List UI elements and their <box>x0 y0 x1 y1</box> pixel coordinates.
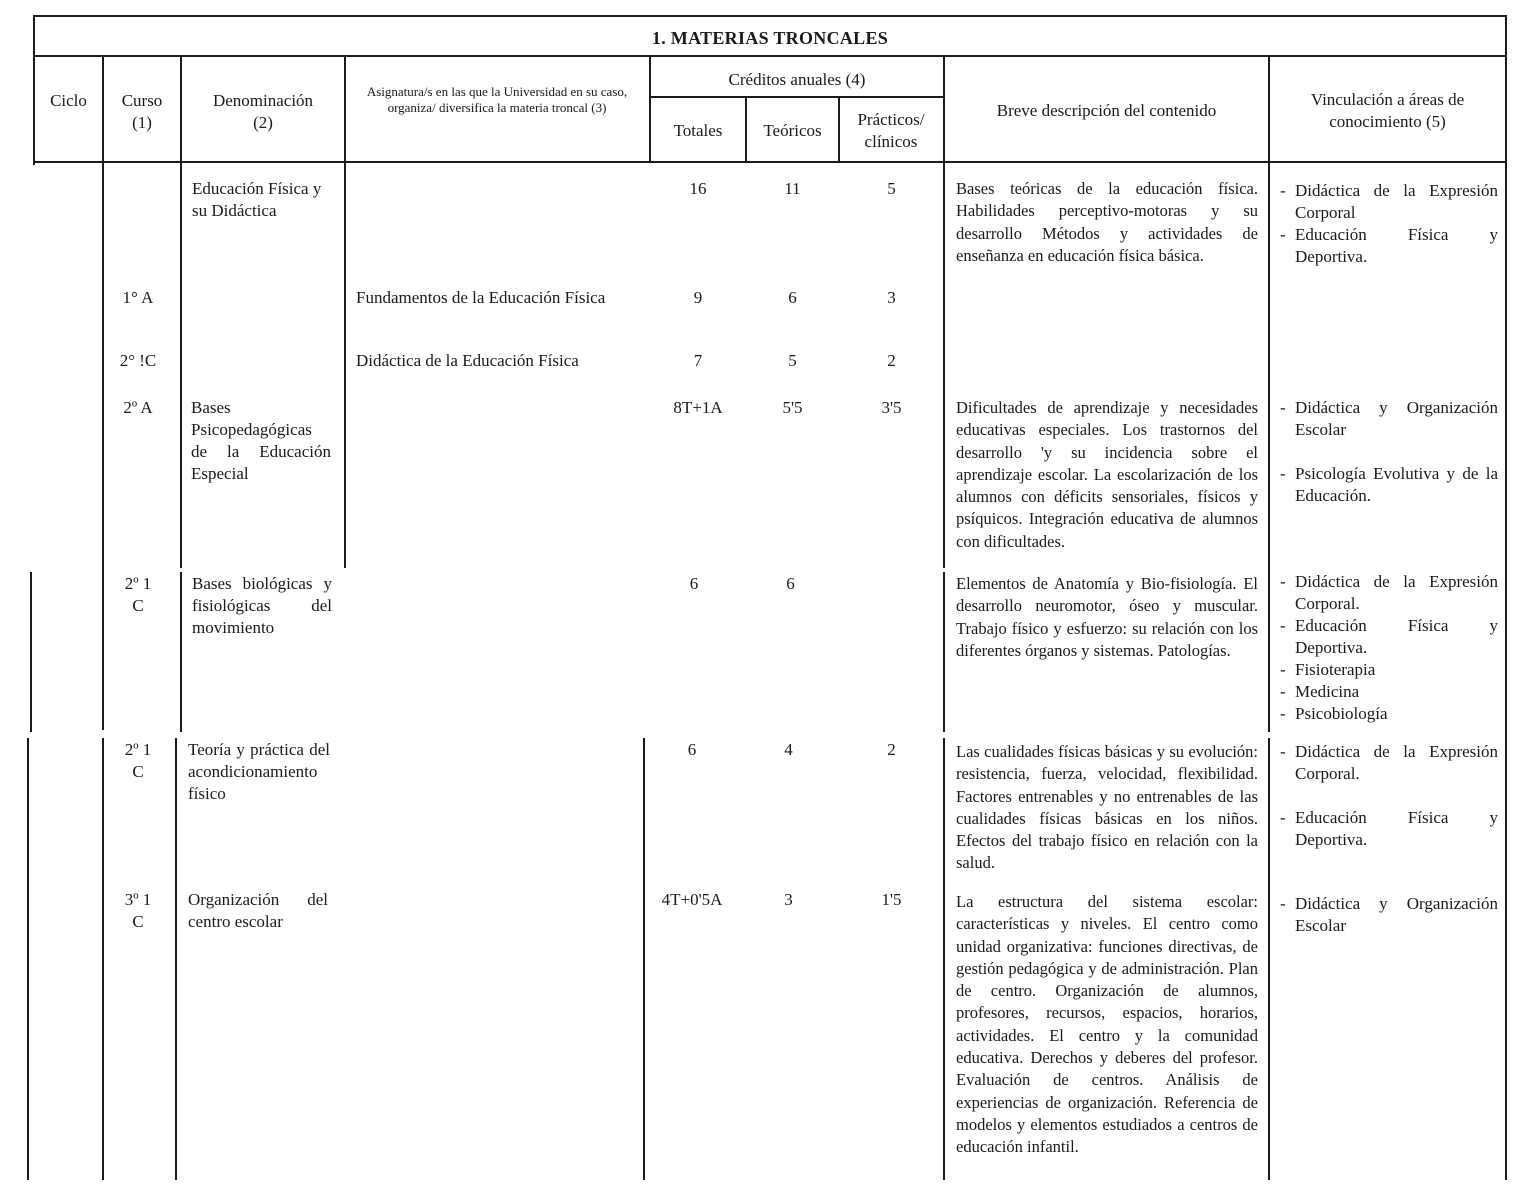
header-vinculacion: Vinculación a áreas de conocimiento (5) <box>1310 90 1465 131</box>
col-sep-teoricos <box>838 96 840 163</box>
row-2-asignatura: Didáctica de la Educación Física <box>356 351 579 370</box>
header-asignaturas: Asignatura/s en las que la Universidad en su caso, organiza/ diversifica la materia troncal (3) <box>366 84 628 115</box>
body-line-ciclo <box>102 163 104 730</box>
row-3-practicos: 3'5 <box>881 398 902 417</box>
row-5-denominacion: Teoría y práctica del acondicionamiento físico <box>188 740 330 803</box>
body-line-left-lower <box>27 738 29 1180</box>
area-item: - Didáctica y Organización Escolar <box>1280 397 1498 441</box>
area-item: - Educación Física y Deportiva. <box>1280 807 1498 851</box>
frame-top-border <box>33 15 1507 17</box>
row-5-curso: 2º 1 C <box>124 740 152 781</box>
body-line-curso-lower <box>102 738 104 1180</box>
row-0-denominacion: Educación Física y su Didáctica <box>192 179 322 220</box>
row-6-descripcion: La estructura del sistema escolar: características y niveles. El centro como unidad organizativa: funciones directivas, de gestión pedagógica y de administración. Plan de centro. Organización de alumnos, profesores, recursos, espacios, horarios, actividades. El centro y la comunidad educativa. Derechos y deberes del profesor. Evaluación de centros. Análisis de experiencias de organización. Referencia de modelos y elementos estudiados a centros de educación infantil. <box>956 892 1258 1157</box>
body-line-asignatura <box>344 163 346 568</box>
row-0-practicos: 5 <box>887 179 896 198</box>
header-teoricos: Teóricos <box>763 121 822 140</box>
row-6-teoricos: 3 <box>784 890 793 909</box>
header-totales: Totales <box>673 121 723 140</box>
row-5-teoricos: 4 <box>784 740 793 759</box>
row-6-curso: 3º 1 C <box>124 890 152 931</box>
header-denominacion-label: Denominación <box>212 91 314 110</box>
row-6-denominacion: Organización del centro escolar <box>188 890 328 931</box>
row-2-practicos: 2 <box>887 351 896 370</box>
area-item: - Didáctica de la Expresión Corporal <box>1280 180 1498 224</box>
area-item: - Psicobiología <box>1280 703 1498 725</box>
row-4-totales: 6 <box>689 574 699 593</box>
header-curso-note: (1) <box>132 113 152 132</box>
row-3-descripcion: Dificultades de aprendizaje y necesidades educativas especiales. Los trastornos del desarrollo 'y su incidencia sobre el aprendizaje escolar. La escolarización de los alumnos con déficits sensoriales, físicos y psíquicos. Integración educativa de alumnos con dificultades. <box>956 398 1258 551</box>
row-4-denominacion: Bases biológicas y fisiológicas del movimiento <box>192 574 332 637</box>
row-5-descripcion: Las cualidades físicas básicas y su evolución: resistencia, fuerza, velocidad, flexibilidad. Factores entrenables y no entrenables de las cualidades físicas básicas en los niños. Efectos del trabajo físico en relación con la salud. <box>956 742 1258 873</box>
row-3-teoricos: 5'5 <box>782 398 803 417</box>
row-6-practicos: 1'5 <box>881 890 902 909</box>
row-3-totales: 8T+1A <box>673 398 723 417</box>
row-2-totales: 7 <box>693 351 703 370</box>
row-1-totales: 9 <box>693 288 703 307</box>
row-6-totales: 4T+0'5A <box>661 890 723 909</box>
row-1-curso: 1° A <box>122 288 154 307</box>
table-title: 1. MATERIAS TRONCALES <box>651 28 889 48</box>
body-line-curso <box>180 163 182 568</box>
row-0-descripcion: Bases teóricas de la educación física. Habilidades perceptivo-motoras y su desarrollo Métodos y actividades de enseñanza en educación física básica. <box>956 179 1258 265</box>
body-line-creditos-2 <box>943 572 945 732</box>
row-0-totales: 16 <box>689 179 707 198</box>
area-item: - Psicología Evolutiva y de la Educación. <box>1280 463 1498 507</box>
header-denominacion <box>182 90 344 134</box>
row-6-areas <box>1280 893 1498 937</box>
header-practicos: Prácticos/ clínicos <box>857 110 925 151</box>
row-3-curso: 2º A <box>123 398 153 417</box>
area-item: - Educación Física y Deportiva. <box>1280 615 1498 659</box>
body-line-creditos-lower <box>943 738 945 1180</box>
body-line-denominacion-lower <box>175 738 177 1180</box>
title-bottom-border <box>33 55 1507 57</box>
row-1-asignatura: Fundamentos de la Educación Física <box>356 288 606 307</box>
row-2-teoricos: 5 <box>788 351 797 370</box>
row-0-teoricos: 11 <box>784 179 801 198</box>
body-line-descripcion <box>1268 163 1270 732</box>
area-item: - Didáctica de la Expresión Corporal. <box>1280 741 1498 785</box>
row-1-teoricos: 6 <box>788 288 797 307</box>
row-4-descripcion: Elementos de Anatomía y Bio-fisiología. El desarrollo neuromotor, óseo y muscular. Trabajo físico y esfuerzo: su relación con los diferentes órganos y sistemas. Patologías. <box>956 574 1258 660</box>
row-3-areas <box>1280 397 1498 507</box>
row-0-areas <box>1280 180 1498 268</box>
row-1-practicos: 3 <box>887 288 896 307</box>
row-2-curso: 2° !C <box>119 351 157 370</box>
body-line-left-mid <box>30 572 32 732</box>
area-item: - Educación Física y Deportiva. <box>1280 224 1498 268</box>
row-4-curso: 2º 1 C <box>124 574 152 615</box>
row-4-teoricos: 6 <box>786 574 795 593</box>
row-5-totales: 6 <box>687 740 697 759</box>
row-4-areas <box>1280 571 1498 725</box>
area-item: - Medicina <box>1280 681 1498 703</box>
row-3-denominacion: Bases Psicopedagógicas de la Educación Especial <box>191 398 331 483</box>
body-line-totales-lower <box>643 738 645 1180</box>
row-5-areas <box>1280 741 1498 851</box>
body-line-creditos <box>943 163 945 568</box>
area-item: - Didáctica y Organización Escolar <box>1280 893 1498 937</box>
body-line-descripcion-lower <box>1268 738 1270 1180</box>
body-line-curso-2 <box>180 572 182 732</box>
header-denominacion-note: (2) <box>253 113 273 132</box>
col-sep-descripcion <box>1268 55 1270 163</box>
col-sep-denominacion <box>344 55 346 163</box>
header-curso-label: Curso <box>121 91 163 110</box>
area-item: - Fisioterapia <box>1280 659 1498 681</box>
row-5-practicos: 2 <box>887 740 896 759</box>
area-item: - Didáctica de la Expresión Corporal. <box>1280 571 1498 615</box>
header-bottom-border <box>33 161 1507 163</box>
frame-right-border <box>1505 15 1507 1180</box>
header-creditos: Créditos anuales (4) <box>728 70 866 89</box>
header-ciclo: Ciclo <box>50 91 87 110</box>
header-descripcion: Breve descripción del contenido <box>996 101 1217 120</box>
header-curso <box>104 90 180 134</box>
creditos-subheader-border <box>649 96 945 98</box>
